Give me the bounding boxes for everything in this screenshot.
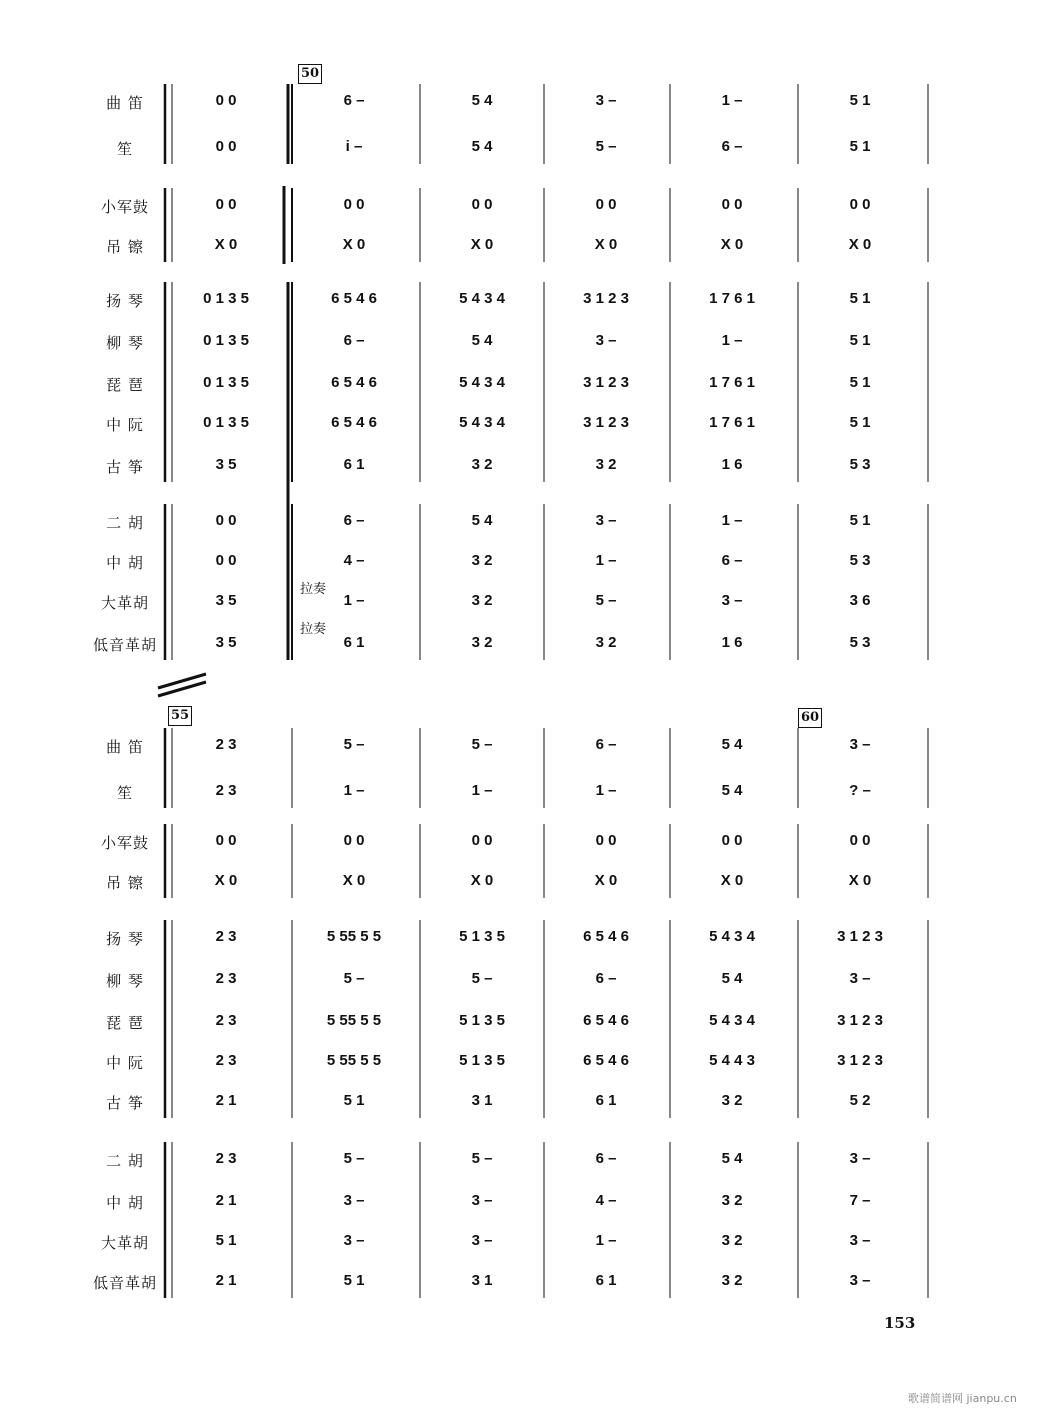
note-cell: 2 1 xyxy=(215,1192,237,1209)
note-cell: i – xyxy=(345,138,363,155)
note-cell: 6 5 4 6 xyxy=(583,1052,629,1069)
note-cell: 0 1 3 5 xyxy=(203,374,249,391)
note-cell: 0 0 xyxy=(471,196,493,213)
note-cell: 1 – xyxy=(721,92,743,109)
note-cell: 0 0 xyxy=(595,196,617,213)
note-cell: 6 – xyxy=(595,1150,617,1167)
note-cell: 6 1 xyxy=(595,1272,617,1289)
note-cell: 2 3 xyxy=(215,782,237,799)
note-cell: X 0 xyxy=(848,236,872,253)
note-cell: 0 0 xyxy=(215,92,237,109)
note-cell: 5 4 3 4 xyxy=(709,928,755,945)
note-cell: 5 – xyxy=(343,1150,365,1167)
note-cell: 6 5 4 6 xyxy=(583,928,629,945)
note-cell: 5 1 3 5 xyxy=(459,1012,505,1029)
note-cell: 5 55 5 5 xyxy=(326,928,382,945)
note-cell: 3 2 xyxy=(721,1232,743,1249)
note-cell: 3 1 xyxy=(471,1272,493,1289)
instrument-label: 中 胡 xyxy=(106,1194,144,1212)
note-cell: 0 0 xyxy=(471,832,493,849)
system-divider xyxy=(158,674,206,688)
note-cell: 3 1 2 3 xyxy=(837,928,883,945)
note-cell: ? – xyxy=(849,782,871,799)
note-cell: 1 – xyxy=(343,782,365,799)
instrument-label: 柳 琴 xyxy=(106,334,144,352)
note-cell: 3 – xyxy=(849,1232,871,1249)
instrument-label: 小军鼓 xyxy=(100,198,149,216)
note-cell: 5 1 xyxy=(849,332,871,349)
note-cell: 5 1 3 5 xyxy=(459,928,505,945)
note-cell: 6 – xyxy=(343,332,365,349)
note-cell: 5 4 xyxy=(721,970,743,987)
note-cell: 5 1 xyxy=(849,414,871,431)
instrument-label: 吊 镲 xyxy=(106,874,144,892)
note-cell: X 0 xyxy=(594,236,618,253)
note-cell: X 0 xyxy=(214,236,238,253)
note-cell: 3 1 2 3 xyxy=(583,374,629,391)
note-cell: 0 1 3 5 xyxy=(203,332,249,349)
note-cell: 5 4 3 4 xyxy=(459,374,505,391)
note-cell: 2 3 xyxy=(215,970,237,987)
note-cell: 3 2 xyxy=(471,634,493,651)
note-cell: 0 0 xyxy=(343,832,365,849)
note-cell: 1 6 xyxy=(721,456,743,473)
note-cell: 2 3 xyxy=(215,1012,237,1029)
note-cell: 3 2 xyxy=(595,634,617,651)
note-cell: 2 3 xyxy=(215,736,237,753)
note-cell: 6 – xyxy=(595,970,617,987)
note-cell: 6 1 xyxy=(343,634,365,651)
note-cell: 3 – xyxy=(849,970,871,987)
note-cell: X 0 xyxy=(720,872,744,889)
note-cell: 0 0 xyxy=(343,196,365,213)
note-cell: 3 – xyxy=(343,1232,365,1249)
note-cell: 5 55 5 5 xyxy=(326,1052,382,1069)
note-cell: 5 3 xyxy=(849,552,871,569)
note-cell: 3 1 xyxy=(471,1092,493,1109)
page-number: 153 xyxy=(884,1314,916,1332)
note-cell: 5 4 xyxy=(471,332,493,349)
note-cell: 0 0 xyxy=(215,196,237,213)
note-cell: 6 5 4 6 xyxy=(331,414,377,431)
note-cell: 5 1 xyxy=(343,1092,365,1109)
note-cell: 5 3 xyxy=(849,456,871,473)
note-cell: 1 6 xyxy=(721,634,743,651)
instrument-label: 古 筝 xyxy=(106,1094,144,1112)
note-cell: 0 0 xyxy=(721,196,743,213)
note-cell: 5 – xyxy=(595,592,617,609)
note-cell: 3 – xyxy=(849,1272,871,1289)
note-cell: 1 – xyxy=(471,782,493,799)
note-cell: 3 2 xyxy=(721,1192,743,1209)
note-cell: 6 1 xyxy=(343,456,365,473)
note-cell: 1 7 6 1 xyxy=(709,374,755,391)
note-cell: 5 4 xyxy=(721,1150,743,1167)
note-cell: 3 – xyxy=(471,1232,493,1249)
note-cell: 3 – xyxy=(849,736,871,753)
note-cell: 5 4 4 3 xyxy=(709,1052,755,1069)
note-cell: X 0 xyxy=(848,872,872,889)
note-cell: 0 1 3 5 xyxy=(203,290,249,307)
note-cell: X 0 xyxy=(470,872,494,889)
note-cell: 5 1 xyxy=(215,1232,237,1249)
note-cell: 3 1 2 3 xyxy=(583,414,629,431)
note-cell: 2 3 xyxy=(215,1052,237,1069)
note-cell: 3 5 xyxy=(215,456,237,473)
note-cell: 5 1 xyxy=(849,290,871,307)
note-cell: 5 1 xyxy=(849,138,871,155)
note-cell: 5 1 xyxy=(849,92,871,109)
note-cell: 6 5 4 6 xyxy=(331,290,377,307)
instrument-label: 柳 琴 xyxy=(106,972,144,990)
note-cell: 6 5 4 6 xyxy=(331,374,377,391)
note-cell: 3 2 xyxy=(471,592,493,609)
note-cell: 4 – xyxy=(343,552,365,569)
rehearsal-mark-50: 50 xyxy=(298,64,322,84)
instrument-label: 扬 琴 xyxy=(106,930,144,948)
technique-marking: 拉奏 xyxy=(300,622,327,637)
note-cell: 2 1 xyxy=(215,1272,237,1289)
note-cell: 6 – xyxy=(343,512,365,529)
note-cell: 0 1 3 5 xyxy=(203,414,249,431)
watermark: 歌谱简谱网 jianpu.cn xyxy=(908,1392,1017,1405)
note-cell: 3 – xyxy=(721,592,743,609)
note-cell: 5 – xyxy=(471,1150,493,1167)
instrument-label: 大革胡 xyxy=(100,594,149,612)
note-cell: 3 1 2 3 xyxy=(837,1052,883,1069)
note-cell: 0 0 xyxy=(215,832,237,849)
note-cell: X 0 xyxy=(342,872,366,889)
note-cell: 5 3 xyxy=(849,634,871,651)
note-cell: 3 2 xyxy=(471,552,493,569)
note-cell: 3 2 xyxy=(721,1092,743,1109)
note-cell: 5 – xyxy=(471,970,493,987)
instrument-label: 二 胡 xyxy=(106,514,144,532)
note-cell: 5 – xyxy=(595,138,617,155)
note-cell: 5 4 3 4 xyxy=(459,290,505,307)
note-cell: 1 – xyxy=(721,332,743,349)
note-cell: 1 – xyxy=(595,552,617,569)
note-cell: 1 – xyxy=(721,512,743,529)
note-cell: 1 7 6 1 xyxy=(709,290,755,307)
technique-marking: 拉奏 xyxy=(300,582,327,597)
note-cell: 5 55 5 5 xyxy=(326,1012,382,1029)
note-cell: 5 4 xyxy=(471,512,493,529)
note-cell: 0 0 xyxy=(849,196,871,213)
instrument-label: 小军鼓 xyxy=(100,834,149,852)
note-cell: 5 4 xyxy=(721,782,743,799)
note-cell: 3 – xyxy=(595,332,617,349)
note-cell: 3 2 xyxy=(471,456,493,473)
note-cell: 0 0 xyxy=(215,138,237,155)
instrument-label: 曲 笛 xyxy=(106,738,144,756)
note-cell: X 0 xyxy=(470,236,494,253)
note-cell: 6 5 4 6 xyxy=(583,1012,629,1029)
note-cell: 0 0 xyxy=(721,832,743,849)
note-cell: X 0 xyxy=(720,236,744,253)
note-cell: 6 1 xyxy=(595,1092,617,1109)
note-cell: 3 2 xyxy=(721,1272,743,1289)
note-cell: 5 4 xyxy=(471,138,493,155)
note-cell: 1 – xyxy=(595,1232,617,1249)
note-cell: 5 – xyxy=(343,736,365,753)
note-cell: X 0 xyxy=(214,872,238,889)
note-cell: 1 – xyxy=(343,592,365,609)
note-cell: 5 1 3 5 xyxy=(459,1052,505,1069)
instrument-label: 中 胡 xyxy=(106,554,144,572)
note-cell: 2 1 xyxy=(215,1092,237,1109)
note-cell: 5 4 xyxy=(471,92,493,109)
note-cell: 0 0 xyxy=(215,512,237,529)
note-cell: 5 4 xyxy=(721,736,743,753)
note-cell: 3 5 xyxy=(215,592,237,609)
instrument-label: 大革胡 xyxy=(100,1234,149,1252)
instrument-label: 扬 琴 xyxy=(106,292,144,310)
note-cell: X 0 xyxy=(594,872,618,889)
instrument-label: 低音革胡 xyxy=(92,1274,157,1292)
note-cell: 5 1 xyxy=(849,512,871,529)
note-cell: 3 2 xyxy=(595,456,617,473)
note-cell: 6 – xyxy=(721,138,743,155)
rehearsal-mark-60: 60 xyxy=(798,708,822,728)
instrument-label: 二 胡 xyxy=(106,1152,144,1170)
note-cell: 5 – xyxy=(343,970,365,987)
note-cell: 5 – xyxy=(471,736,493,753)
note-cell: 6 – xyxy=(721,552,743,569)
note-cell: 0 0 xyxy=(849,832,871,849)
note-cell: 2 3 xyxy=(215,1150,237,1167)
system-divider xyxy=(158,682,206,696)
note-cell: 3 1 2 3 xyxy=(837,1012,883,1029)
note-cell: 5 2 xyxy=(849,1092,871,1109)
instrument-label: 低音革胡 xyxy=(92,636,157,654)
note-cell: 4 – xyxy=(595,1192,617,1209)
note-cell: 5 4 3 4 xyxy=(459,414,505,431)
note-cell: 3 – xyxy=(595,512,617,529)
note-cell: 3 – xyxy=(471,1192,493,1209)
note-cell: 3 5 xyxy=(215,634,237,651)
note-cell: 5 4 3 4 xyxy=(709,1012,755,1029)
instrument-label: 古 筝 xyxy=(106,458,144,476)
note-cell: 3 1 2 3 xyxy=(583,290,629,307)
note-cell: X 0 xyxy=(342,236,366,253)
instrument-label: 笙 xyxy=(116,784,133,802)
instrument-label: 吊 镲 xyxy=(106,238,144,256)
note-cell: 0 0 xyxy=(595,832,617,849)
instrument-label: 琵 琶 xyxy=(106,376,144,394)
instrument-label: 曲 笛 xyxy=(106,94,144,112)
note-cell: 0 0 xyxy=(215,552,237,569)
note-cell: 5 1 xyxy=(343,1272,365,1289)
instrument-label: 琵 琶 xyxy=(106,1014,144,1032)
note-cell: 2 3 xyxy=(215,928,237,945)
note-cell: 6 – xyxy=(595,736,617,753)
note-cell: 1 7 6 1 xyxy=(709,414,755,431)
instrument-label: 中 阮 xyxy=(106,416,144,434)
note-cell: 6 – xyxy=(343,92,365,109)
note-cell: 3 – xyxy=(343,1192,365,1209)
rehearsal-mark-55: 55 xyxy=(168,706,192,726)
note-cell: 7 – xyxy=(849,1192,871,1209)
instrument-label: 中 阮 xyxy=(106,1054,144,1072)
note-cell: 1 – xyxy=(595,782,617,799)
instrument-label: 笙 xyxy=(116,140,133,158)
note-cell: 3 – xyxy=(595,92,617,109)
note-cell: 3 – xyxy=(849,1150,871,1167)
note-cell: 3 6 xyxy=(849,592,871,609)
note-cell: 5 1 xyxy=(849,374,871,391)
